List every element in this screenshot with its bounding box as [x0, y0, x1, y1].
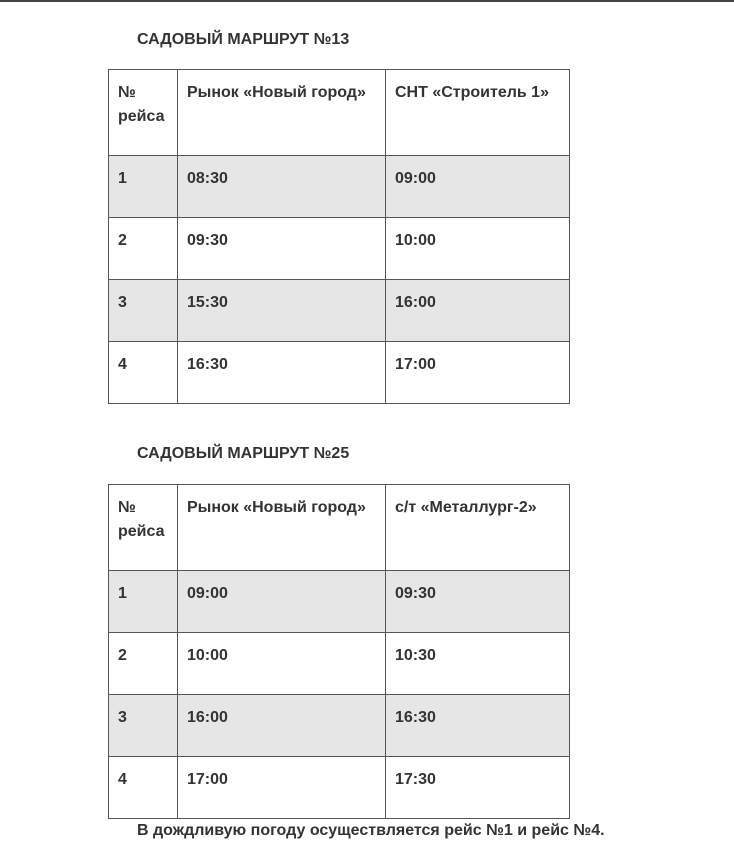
route-25-title: САДОВЫЙ МАРШРУТ №25: [137, 445, 350, 462]
arrival-time-cell: 10:00: [386, 218, 570, 280]
header-trip-number: № рейса: [109, 70, 178, 156]
route-13-title: САДОВЫЙ МАРШРУТ №13: [137, 31, 350, 48]
trip-number-cell: 1: [109, 156, 178, 218]
table-row: [109, 156, 570, 218]
trip-number-cell: 4: [109, 757, 178, 819]
table-row: [109, 218, 570, 280]
table-row: [109, 571, 570, 633]
departure-time-cell: 17:00: [178, 757, 386, 819]
departure-time-cell: 08:30: [178, 156, 386, 218]
table-row: [109, 280, 570, 342]
departure-time-cell: 09:30: [178, 218, 386, 280]
departure-time-cell: 16:30: [178, 342, 386, 404]
arrival-time-cell: 16:00: [386, 280, 570, 342]
route-13-schedule-table: [108, 69, 570, 404]
arrival-time-cell: 10:30: [386, 633, 570, 695]
departure-time-cell: 15:30: [178, 280, 386, 342]
route-25-schedule-table: [108, 484, 570, 819]
table-header-row: [109, 485, 570, 571]
header-departure-stop: Рынок «Новый город»: [178, 70, 386, 156]
table-row: [109, 342, 570, 404]
departure-time-cell: 09:00: [178, 571, 386, 633]
header-departure-stop: Рынок «Новый город»: [178, 485, 386, 571]
departure-time-cell: 16:00: [178, 695, 386, 757]
trip-number-cell: 2: [109, 633, 178, 695]
table-header-row: [109, 70, 570, 156]
arrival-time-cell: 09:00: [386, 156, 570, 218]
trip-number-cell: 3: [109, 280, 178, 342]
arrival-time-cell: 09:30: [386, 571, 570, 633]
departure-time-cell: 10:00: [178, 633, 386, 695]
header-trip-number: № рейса: [109, 485, 178, 571]
header-arrival-stop: СНТ «Строитель 1»: [386, 70, 570, 156]
table-row: [109, 633, 570, 695]
table-row: [109, 695, 570, 757]
arrival-time-cell: 17:00: [386, 342, 570, 404]
trip-number-cell: 1: [109, 571, 178, 633]
trip-number-cell: 2: [109, 218, 178, 280]
trip-number-cell: 4: [109, 342, 178, 404]
arrival-time-cell: 16:30: [386, 695, 570, 757]
header-arrival-stop: с/т «Металлург-2»: [386, 485, 570, 571]
arrival-time-cell: 17:30: [386, 757, 570, 819]
trip-number-cell: 3: [109, 695, 178, 757]
rainy-weather-note: В дождливую погоду осуществляется рейс №1 и рейс №4.: [137, 822, 605, 839]
top-divider: [0, 0, 734, 2]
table-row: [109, 757, 570, 819]
